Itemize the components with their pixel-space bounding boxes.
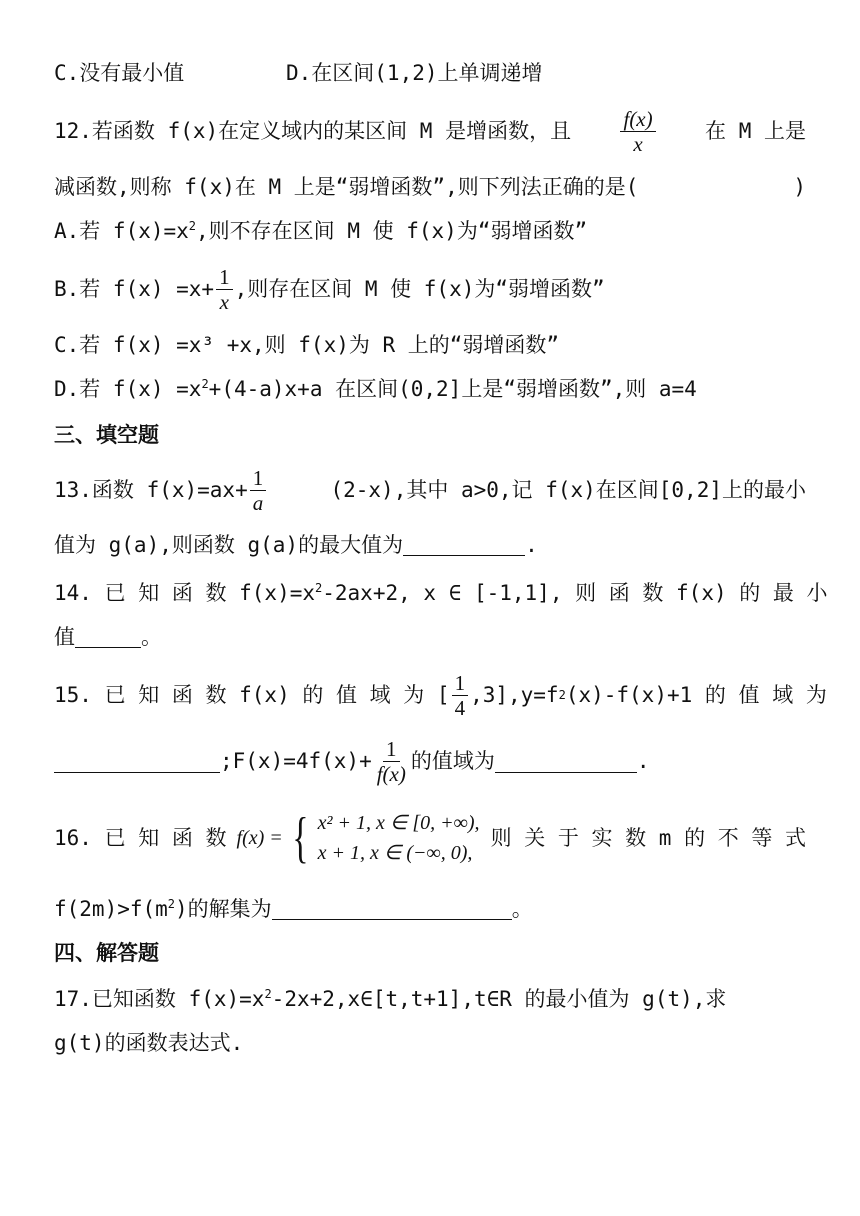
q12-a-pre: A.若 f(x)=x — [54, 219, 189, 243]
q15-answer-blank-2[interactable] — [495, 750, 637, 773]
q12-fraction — [620, 107, 655, 156]
q14-pre: 14. 已 知 函 数 f(x)=x — [54, 581, 316, 605]
q12-answer-close: ) — [793, 175, 806, 199]
q16-line2-exp: 2 — [167, 897, 176, 911]
q13-end: . — [525, 533, 538, 557]
q15-line2-mid: ;F(x)=4f(x)+ — [220, 749, 372, 773]
question-14-line-1 — [54, 578, 828, 608]
q15-line2-post: 的值域为 — [410, 749, 495, 773]
q15-end: . — [636, 749, 650, 773]
q17-exp: 2 — [264, 987, 272, 1001]
q15-num2: 1 — [383, 737, 400, 762]
q12-line2: 减函数,则称 f(x)在 M 上是“弱增函数”,则下列法正确的是( — [54, 175, 639, 199]
q15-num: 1 — [452, 671, 469, 696]
q12-a-exp: 2 — [188, 219, 197, 233]
q16-case-1: x² + 1, x ∈ [0, +∞), — [317, 812, 480, 834]
q12-option-c — [54, 330, 806, 360]
q12-b-fraction — [216, 265, 233, 314]
q13-num: 1 — [250, 466, 267, 491]
q15-fraction-1 — [452, 671, 469, 720]
section-4-title: 四、解答题 — [54, 941, 159, 965]
q12-frac-den: x — [633, 131, 643, 156]
q16-line2-post: )的解集为 — [175, 897, 272, 921]
q17-post: -2x+2,x∈[t,t+1],t∈R 的最小值为 g(t),求 — [271, 987, 727, 1011]
question-15-line-1: 15. 已 知 函 数 f(x) 的 值 域 为 [ $\frac{1}{4}$ ,3],y=f 2 (x)-f(x)+1 的 值 域 为 — [54, 670, 827, 720]
option-c-prev: C.没有最小值 — [54, 61, 185, 85]
question-13-line-2 — [54, 530, 806, 560]
q13-fraction — [250, 466, 267, 515]
q14-line2: 值 — [54, 625, 75, 649]
section-3-heading — [54, 420, 806, 450]
q12-d-post: +(4-a)x+a 在区间(0,2]上是“弱增函数”,则 a=4 — [208, 377, 697, 401]
q12-b-pre: B.若 f(x) =x+ — [54, 277, 215, 301]
q13-post: (2-x),其中 a>0,记 f(x)在区间[0,2]上的最小 — [330, 478, 806, 502]
q12-option-d — [54, 374, 806, 404]
q13-line2: 值为 g(a),则函数 g(a)的最大值为 — [54, 533, 404, 557]
q16-post: 则 关 于 实 数 m 的 不 等 式 — [490, 826, 806, 850]
q12-b-num: 1 — [216, 265, 233, 290]
q16-case-2: x + 1, x ∈ (−∞, 0), — [317, 842, 473, 864]
q14-answer-blank[interactable] — [75, 625, 141, 648]
question-14-line-2 — [54, 622, 806, 652]
q14-exp: 2 — [315, 581, 323, 595]
q16-end: 。 — [511, 897, 533, 921]
question-16-line-1 — [54, 800, 806, 876]
q13-answer-blank[interactable] — [403, 533, 525, 556]
question-12-line-2 — [54, 172, 806, 202]
q16-piecewise — [227, 808, 480, 868]
q12-b-den: x — [219, 289, 229, 314]
q12-d-pre: D.若 f(x) =x — [54, 377, 202, 401]
q16-pre: 16. 已 知 函 数 — [54, 826, 227, 850]
q12-b-post: ,则存在区间 M 使 f(x)为“弱增函数” — [234, 277, 605, 301]
q12-d-exp: 2 — [201, 377, 209, 391]
question-13-line-1 — [54, 458, 806, 522]
q12-frac-num: f(x) — [620, 107, 655, 132]
q15-pre: 15. 已 知 函 数 f(x) 的 值 域 为 [ — [54, 683, 450, 707]
q16-fx: f(x) = — [236, 827, 283, 849]
q15-answer-blank-1[interactable] — [54, 750, 220, 773]
q16-line2-pre: f(2m)>f(m — [54, 897, 168, 921]
q12-a-post: ,则不存在区间 M 使 f(x)为“弱增函数” — [196, 219, 588, 243]
q15-post: (x)-f(x)+1 的 值 域 为 — [565, 683, 827, 707]
q12-option-a — [54, 216, 806, 246]
q12-tail: 在 M 上是 — [705, 119, 806, 143]
q16-answer-blank[interactable] — [272, 897, 512, 920]
q15-den2: f(x) — [376, 761, 406, 786]
q13-pre: 13.函数 f(x)=ax+ — [54, 478, 248, 502]
prev-options-line — [54, 58, 806, 88]
question-16-line-2 — [54, 894, 806, 924]
question-17-line-1 — [54, 984, 806, 1014]
question-17-line-2 — [54, 1028, 806, 1058]
q14-end: 。 — [141, 625, 162, 649]
q15-mid: ,3],y=f — [470, 683, 559, 707]
q16-brace: { — [292, 807, 309, 869]
section-3-title: 三、填空题 — [54, 423, 159, 447]
q13-den: a — [252, 490, 264, 515]
question-15-line-2 — [54, 730, 806, 792]
q12-option-b — [54, 258, 806, 320]
q17-pre: 17.已知函数 f(x)=x — [54, 987, 265, 1011]
section-4-heading — [54, 938, 806, 968]
q14-post: -2ax+2, x ∈ [-1,1], 则 函 数 f(x) 的 最 小 — [322, 581, 828, 605]
q12-c-text: C.若 f(x) =x³ +x,则 f(x)为 R 上的“弱增函数” — [54, 333, 560, 357]
q15-fraction-2 — [374, 737, 409, 786]
q12-lead: 12.若函数 f(x)在定义域内的某区间 M 是增函数，且 — [54, 119, 572, 143]
question-12-line-1 — [54, 100, 806, 162]
q17-line2: g(t)的函数表达式. — [54, 1031, 244, 1055]
q15-den: 4 — [454, 695, 466, 720]
q16-cases — [318, 808, 480, 868]
option-d-prev: D.在区间(1,2)上单调递增 — [286, 61, 543, 85]
